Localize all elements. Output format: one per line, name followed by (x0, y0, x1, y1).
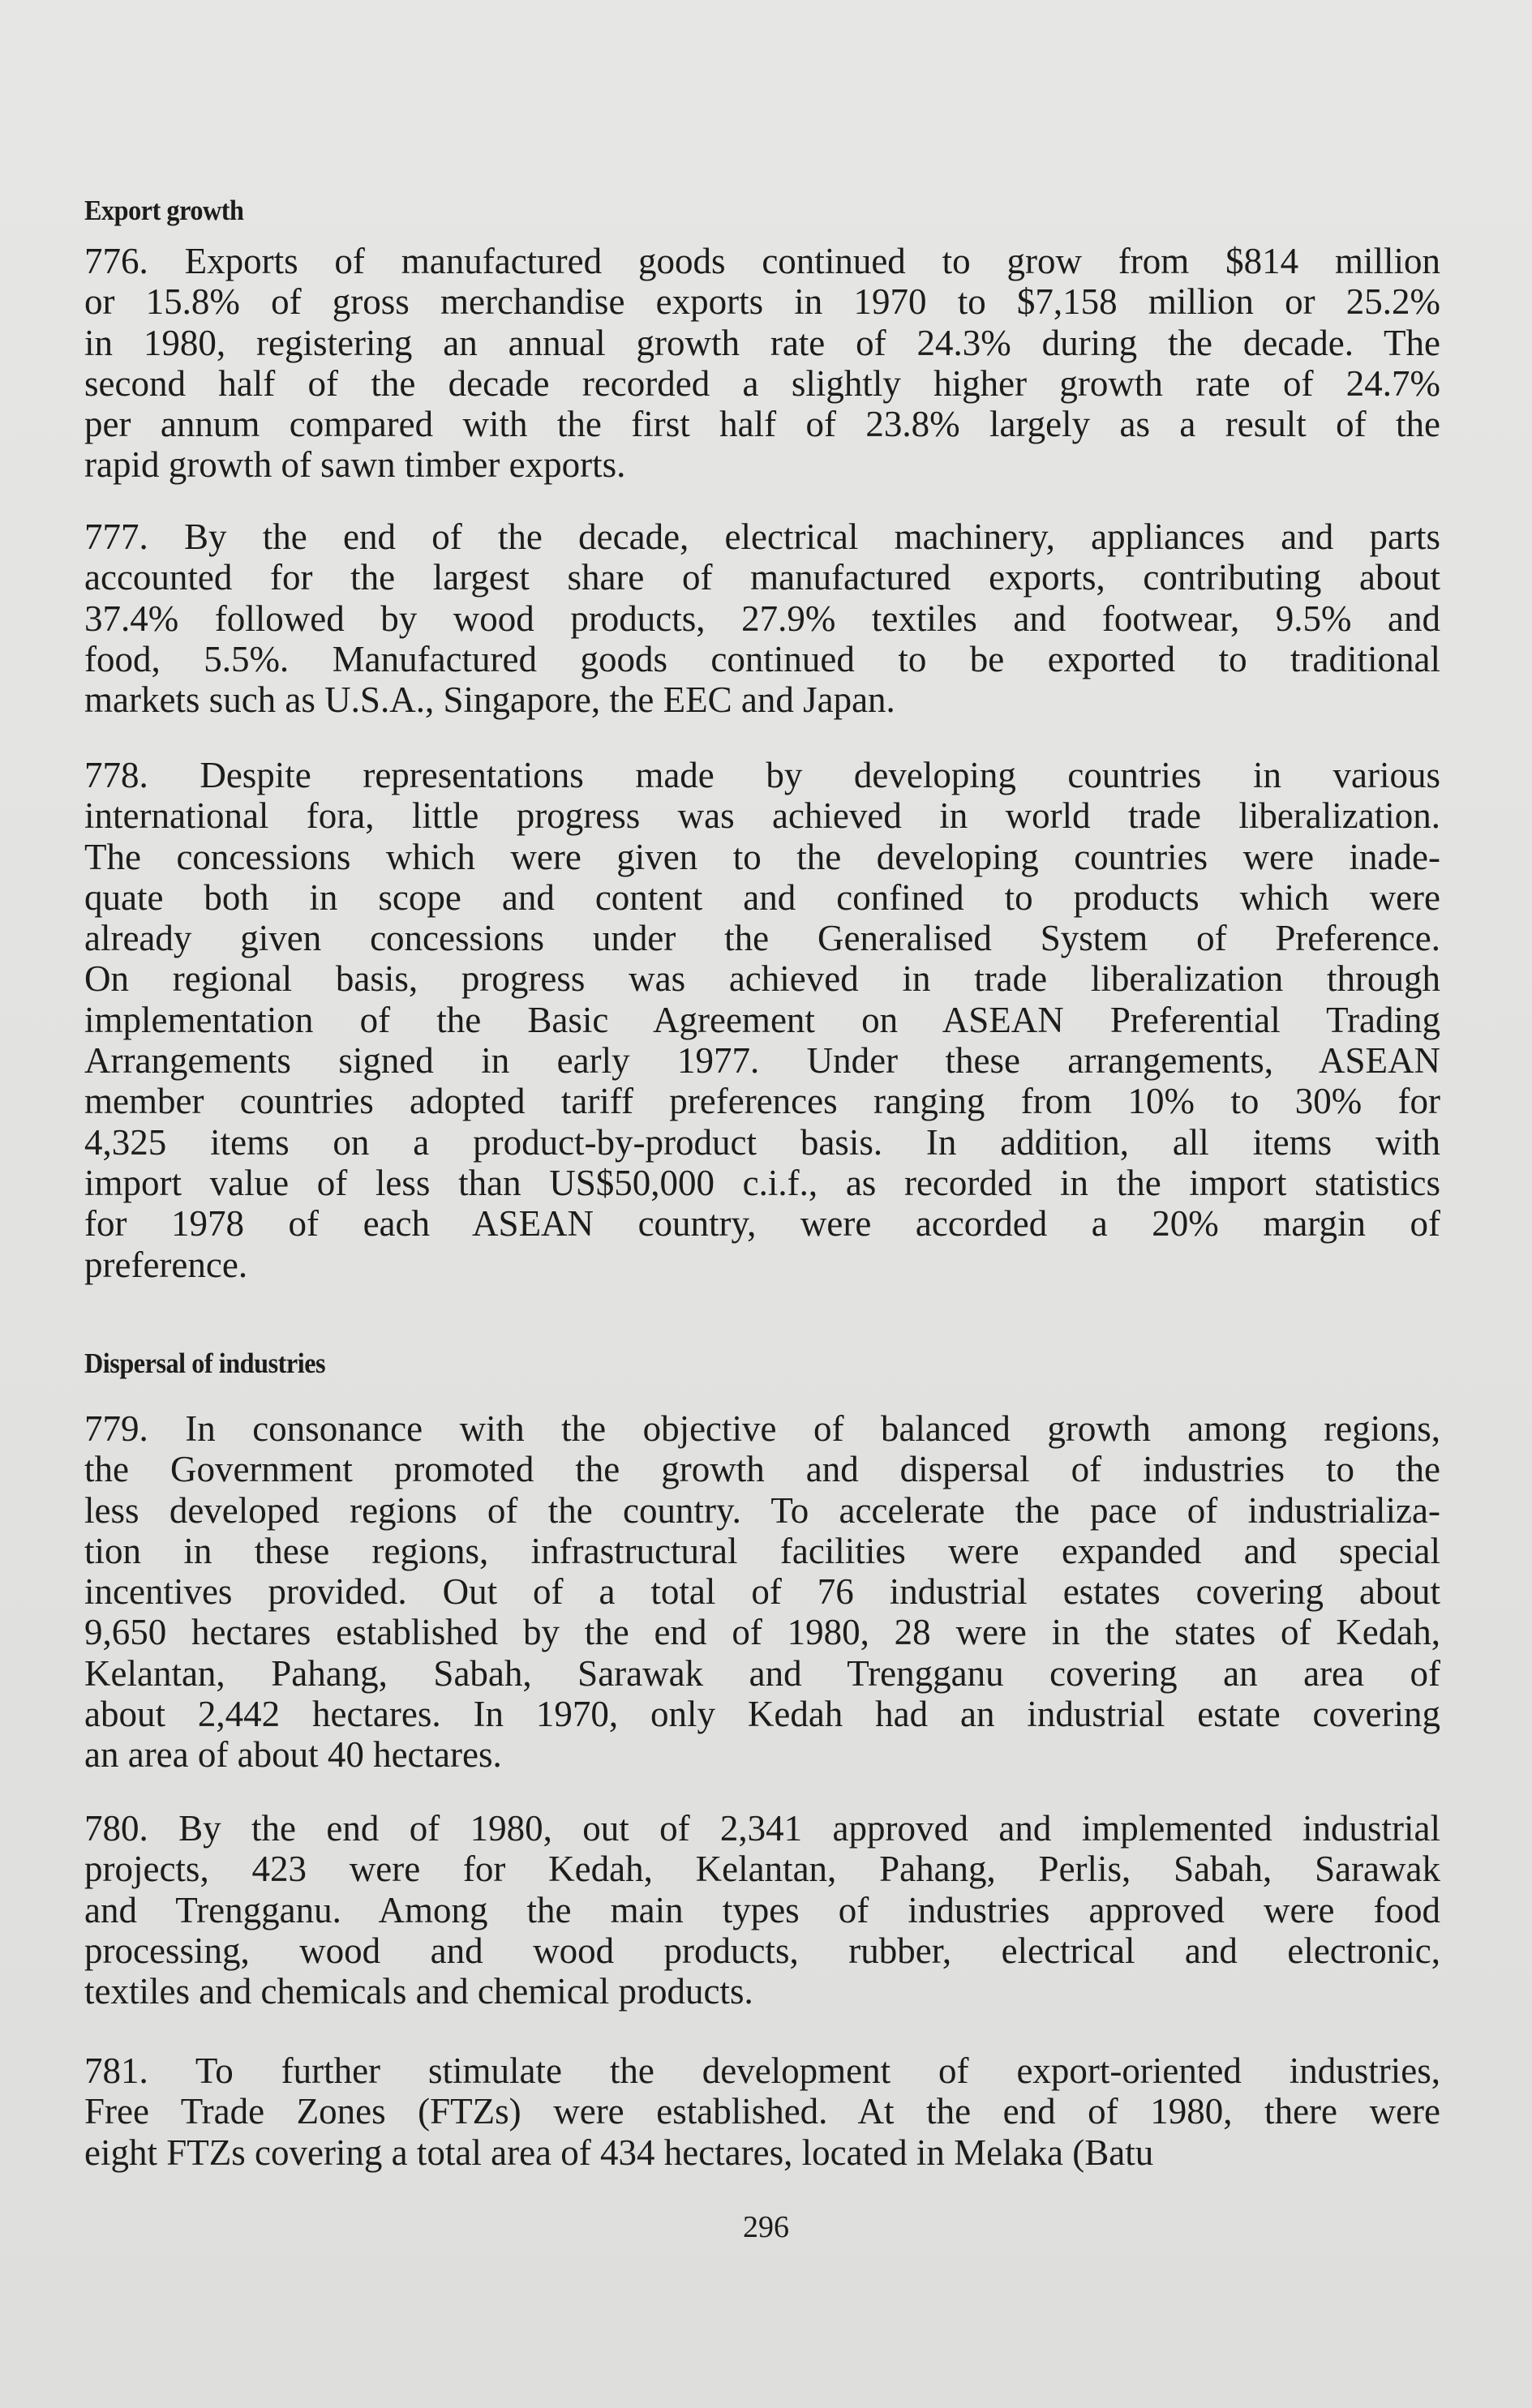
page-number: 296 (743, 2210, 789, 2244)
section-heading-export-growth: Export growth (84, 195, 244, 226)
text-line: import value of less than US$50,000 c.i.f., as recorded in the import statistics (84, 1162, 1440, 1203)
paragraph-780 (84, 1808, 1440, 2012)
text-line: processing, wood and wood products, rubber, electrical and electronic, (84, 1930, 1440, 1971)
text-line: 780. By the end of 1980, out of 2,341 approved and implemented industrial (84, 1808, 1440, 1849)
text-line: about 2,442 hectares. In 1970, only Kedah had an industrial estate covering (84, 1694, 1440, 1735)
paragraph-779 (84, 1408, 1440, 1776)
text-line: Arrangements signed in early 1977. Under these arrangements, ASEAN (84, 1040, 1440, 1082)
text-line: 776. Exports of manufactured goods continued to grow from $814 million (84, 241, 1440, 281)
text-line: 778. Despite representations made by developing countries in various (84, 755, 1440, 795)
paragraph-777 (84, 516, 1440, 720)
text-line: already given concessions under the Generalised System of Preference. (84, 918, 1440, 959)
paragraph-781 (84, 2050, 1440, 2173)
text-line: 781. To further stimulate the development of export-oriented industries, (84, 2050, 1440, 2091)
text-line: eight FTZs covering a total area of 434 hectares, located in Melaka (Batu (84, 2132, 1154, 2173)
text-line: food, 5.5%. Manufactured goods continued to be exported to traditional (84, 638, 1440, 679)
text-line: or 15.8% of gross merchandise exports in 1970 to $7,158 million or 25.2% (84, 281, 1440, 323)
text-line: preference. (84, 1244, 248, 1285)
text-line: member countries adopted tariff preferences ranging from 10% to 30% for (84, 1081, 1440, 1122)
text-line: an area of about 40 hectares. (84, 1734, 502, 1776)
paragraph-776 (84, 241, 1440, 486)
text-line: 37.4% followed by wood products, 27.9% textiles and footwear, 9.5% and (84, 598, 1440, 639)
text-line: tion in these regions, infrastructural facilities were expanded and special (84, 1530, 1440, 1571)
text-line: Kelantan, Pahang, Sabah, Sarawak and Trengganu covering an area of (84, 1652, 1440, 1694)
text-line: per annum compared with the first half of 23.8% largely as a result of the (84, 404, 1440, 445)
section-heading-dispersal-of-industries: Dispersal of industries (84, 1348, 326, 1379)
text-line: accounted for the largest share of manufactured exports, contributing about (84, 557, 1440, 598)
text-line: 9,650 hectares established by the end of 1980, 28 were in the states of Kedah, (84, 1612, 1440, 1653)
text-line: Free Trade Zones (FTZs) were established. At the end of 1980, there were (84, 2091, 1440, 2132)
text-line: On regional basis, progress was achieved in trade liberalization through (84, 958, 1440, 1000)
text-line: The concessions which were given to the developing countries were inade- (84, 836, 1440, 877)
text-line: 779. In consonance with the objective of balanced growth among regions, (84, 1408, 1440, 1449)
text-line: and Trengganu. Among the main types of industries approved were food (84, 1889, 1440, 1930)
text-line: 777. By the end of the decade, electrical machinery, appliances and parts (84, 516, 1440, 557)
text-line: projects, 423 were for Kedah, Kelantan, Pahang, Perlis, Sabah, Sarawak (84, 1849, 1440, 1890)
text-line: second half of the decade recorded a slightly higher growth rate of 24.7% (84, 362, 1440, 404)
text-line: markets such as U.S.A., Singapore, the EEC and Japan. (84, 679, 895, 721)
text-line: textiles and chemicals and chemical products. (84, 1971, 753, 2012)
text-line: less developed regions of the country. To accelerate the pace of industrializa- (84, 1489, 1440, 1531)
text-line: in 1980, registering an annual growth rate of 24.3% during the decade. The (84, 322, 1440, 363)
text-line: the Government promoted the growth and dispersal of industries to the (84, 1449, 1440, 1490)
paragraph-778 (84, 755, 1440, 1285)
text-line: 4,325 items on a product-by-product basis. In addition, all items with (84, 1121, 1440, 1163)
text-line: rapid growth of sawn timber exports. (84, 444, 626, 486)
text-line: implementation of the Basic Agreement on ASEAN Preferential Trading (84, 999, 1440, 1040)
text-line: international fora, little progress was achieved in world trade liberalization. (84, 795, 1440, 837)
text-line: for 1978 of each ASEAN country, were accorded a 20% margin of (84, 1203, 1440, 1245)
text-line: quate both in scope and content and confined to products which were (84, 876, 1440, 918)
text-line: incentives provided. Out of a total of 76 industrial estates covering about (84, 1571, 1440, 1613)
